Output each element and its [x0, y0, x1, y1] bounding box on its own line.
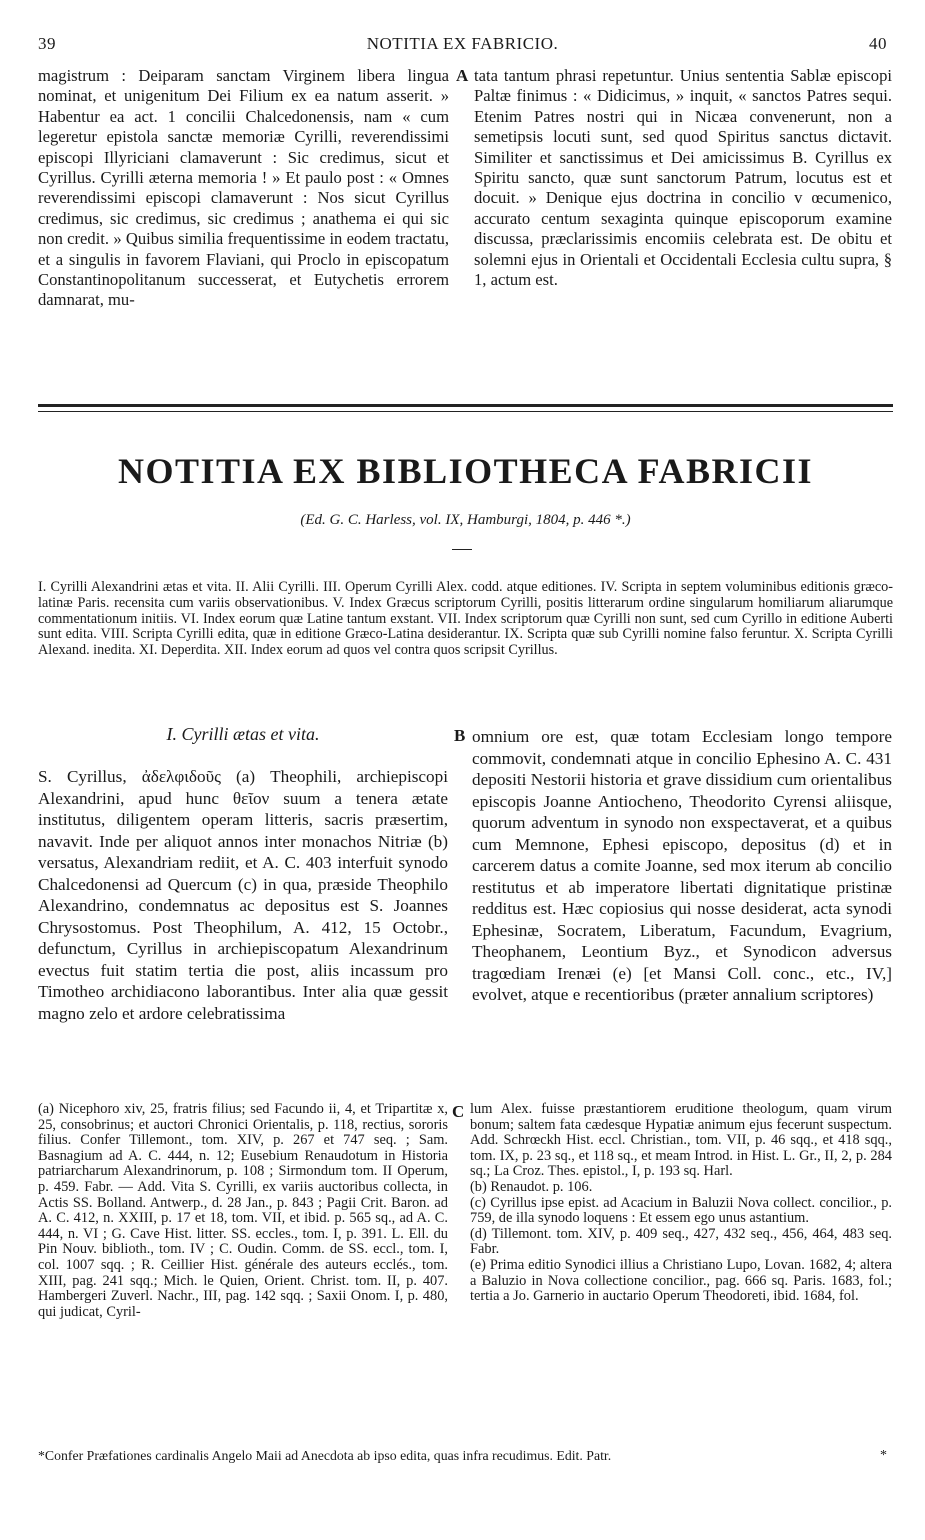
title-dash [452, 549, 472, 550]
footer-note: *Confer Præfationes cardinalis Angelo Maii ad Anecdota ab ipso edita, quas infra recudimus. Edit. Patr. [38, 1448, 612, 1463]
section-title: Cyrilli ætas et vita. [181, 724, 320, 744]
footnotes-right [470, 1102, 892, 1305]
top-right-column [474, 66, 892, 290]
footnote-a-continued: lum Alex. fuisse præstantiorem eruditione theologum, quam virum bonum; saltem fata cædesque Hypatiæ animum ejus fecerunt suspectum. Add. Schrœckh Hist. eccl. Christian., tom. VII, p. 46 sqq., et 418 sqq., tom. IX, p. 23 sq., et 118 sq., et meam Introd. in Hist. L. Gr., II, 2, p. 284 sq.; La Croz. Thes. epistol., I, p. 193 sq. Harl. [470, 1101, 892, 1180]
footer-mark: * [880, 1448, 887, 1463]
running-title: NOTITIA EX FABRICIO. [366, 34, 559, 53]
page-number-left: 39 [38, 34, 56, 53]
contents-summary: I. Cyrilli Alexandrini ætas et vita. II. Alii Cyrilli. III. Operum Cyrilli Alex. codd. atque editiones. IV. Scripta in septem voluminibus editionis græco-latinæ Paris. recensita cum variis observationibus. V. Index Græcus scriptorum Cyrilli, positis litterarum ordine singularum homiliarum aliarumque commentationum initiis. VI. Index eorum quæ Latine tantum exstant. VII. Index scriptorum quæ Cyrilli non sunt, sed cum Cyrillo in editione Auberti sunt edita. VIII. Scripta Cyrilli edita, quæ in editione Græco-Latina desiderantur. IX. Scripta quæ sub Cyrilli nomine falso feruntur. X. Scripta Cyrilli Alexand. inedita. XI. Deperdita. XII. Index eorum ad quos vel contra quos scripsit Cyrillus. [38, 579, 893, 659]
footnote-b: (b) Renaudot. p. 106. [470, 1178, 593, 1195]
footnotes-left [38, 1102, 448, 1320]
edition-line: (Ed. G. C. Harless, vol. IX, Hamburgi, 1804, p. 446 *.) [300, 512, 631, 528]
footnote-d: (d) Tillemont. tom. XIV, p. 409 seq., 427, 432 seq., 456, 464, 483 seq. Fabr. [470, 1225, 892, 1258]
footnote-e: (e) Prima editio Synodici illius a Christiano Lupo, Lovan. 1682, 4; altera a Baluzio in Nova collectione concilior., pag. 666 sq. Paris. 1683, fol.; tertia a Jo. Garnerio in auctario Operum Theodoreti, ibid. 1684, fol. [470, 1256, 892, 1305]
top-left-column [38, 66, 449, 311]
body-right-column: omnium ore est, quæ totam Ecclesiam longo tempore commovit, condemnati atque in concilio Ephesino A. C. 431 depositi Nestorii historia et grave dissidium cum orientalibus episcopis Joanne Antiocheno, Theodorito Cyrensi aliisque, quorum adventum in synodo non exspectaverat, et a quibus cum Memnone, Ephesi episcopo, depositus (d) et in carcerem datus a comite Joanne, sed mox iterum ab concilio restitutus et ab imperatore libertati dignitatique pristinæ redditus est. Hæc copiosius qui nosse desiderat, acta synodi Ephesinæ, Socratem, Liberatum, Facundum, Evagrium, Theophanem, Leontium Byz., et Synodicon adversus tragœdiam Irenæi (e) [et Mansi Coll. conc., etc., IV,] evolvet, atque e recentioribus (præter annalium scriptores) [472, 727, 892, 1004]
margin-letter-b: B [454, 726, 466, 745]
footnote-c: (c) Cyrillus ipse epist. ad Acacium in Baluzii Nova collect. concilior., p. 759, de illa synodo loquens : Et essem ego unus astantium. [470, 1194, 892, 1227]
section-divider-thick [38, 404, 893, 407]
main-title: NOTITIA EX BIBLIOTHECA FABRICII [117, 451, 813, 491]
margin-letter-c: C [452, 1102, 465, 1121]
section-heading [38, 724, 448, 745]
top-right-text: tata tantum phrasi repetuntur. Unius sententia Sablæ episcopi Paltæ finimus : « Didicimus, » inquit, « sanctos Patres sequi. Etenim Patres nostri qui in Nicæa convenerunt, non a semetipsis locuti sunt, sed quod Spiritus sanctus dictavit. Similiter et sanctissimus et Dei amicissimus B. Cyrillus ex Spiritu sancto, quæ sunt sanctorum Patrum, locutus est et docuit. » Denique ejus doctrina in concilio v œcumenico, accurato centum sexaginta quinque episcoporum examine discussa, præclarissimis encomiis celebrata est. De obitu et solemni ejus in Orientali et Occidentali Ecclesia cultu supra, § 1, actum est. [474, 66, 892, 290]
body-left-column: S. Cyrillus, ἀδελφιδοῦς (a) Theophili, archiepiscopi Alexandrini, apud hunc θεῖον suum a tenera ætate institutus, diligentem operam litteris, sacris præsertim, navavit. Inde per aliquot annos inter monachos Nitriæ (b) versatus, Alexandriam rediit, et A. C. 403 interfuit synodo Chalcedonensi ad Quercum (c) in qua, præside Theophilo Alexandrino, condemnatus ac depositus est S. Joannes Chrysostomus. Post Theophilum, A. 412, 15 Octobr., defunctum, Cyrillus in archiepiscopatum Alexandrinum evectus fuit statim tertia die post, aliis incassum pro Timotheo archidiacono laborantibus. Inter alia quæ gessit magno zelo et ardore celebratissima [38, 767, 448, 1023]
top-left-text: magistrum : Deiparam sanctam Virginem libera lingua nominat, et unigenitum Dei Filium ex ea natum asserit. » Habentur ea act. 1 concilii Chalcedonensis, nam « cum legeretur epistola sanctæ memoriæ Cyrilli, reverendissimi episcopi Illyriciani clamaverunt : Sic credimus, sicut et Cyrillus. Cyrilli æterna memoria ! » Et paulo post : « Omnes reverendissimi episcopi clamaverunt : Nos sicut Cyrillus credimus, sic credimus, sic credimus ; anathema ei qui sic non credit. » Quibus similia frequentissime in eodem tractatu, et a singulis in favorem Flaviani, qui Proclo in episcopatum Constantinopolitanum successerat, et Eutychetis errorem damnarat, mu- [38, 66, 449, 310]
section-number: I. [166, 724, 177, 744]
page-number-right: 40 [869, 34, 887, 53]
section-divider-thin [38, 411, 893, 412]
margin-letter-a: A [456, 66, 469, 85]
footnote-a: (a) Nicephoro xiv, 25, fratris filius; sed Facundo ii, 4, et Tripartitæ x, 25, consobrinus; et auctori Chronici Orientalis, p. 118, rectius, sororis filius. Confer Tillemont., tom. XIV, p. 267 et 747 seq. ; Sam. Basnagium ad A. C. 444, n. 12; Eusebium Renaudotum in Historia patriarcharum Alexandrinorum, p. 108 ; Sirmondum tom. II Operum, p. 459. Fabr. — Add. Vita S. Cyrilli, ex variis auctoribus collecta, in Actis SS. Bolland. Antwerp., d. 28 Jan., p. 843 ; Pagii Crit. Baron. ad A. C. 412, n. XXIII, p. 17 et 18, tom. VII, et ibid. p. 565 sq., ad A. C. 444, n. VI ; G. Cave Hist. litter. SS. eccles., tom. I, p. 391. L. Ell. du Pin Nouv. biblioth., tom. IV ; C. Oudin. Comm. de SS. eccl., tom. I, col. 1007 sqq. ; R. Ceillier Hist. générale des auteurs ecclés., tom. XIII, pag. 241 sqq.; Mich. le Quien, Orient. Christ. tom. II, p. 407. Hambergeri Zuverl. Nachr., III, pag. 142 sqq. ; Saxii Onom. I, p. 480, qui judicat, Cyril- [38, 1101, 448, 1320]
